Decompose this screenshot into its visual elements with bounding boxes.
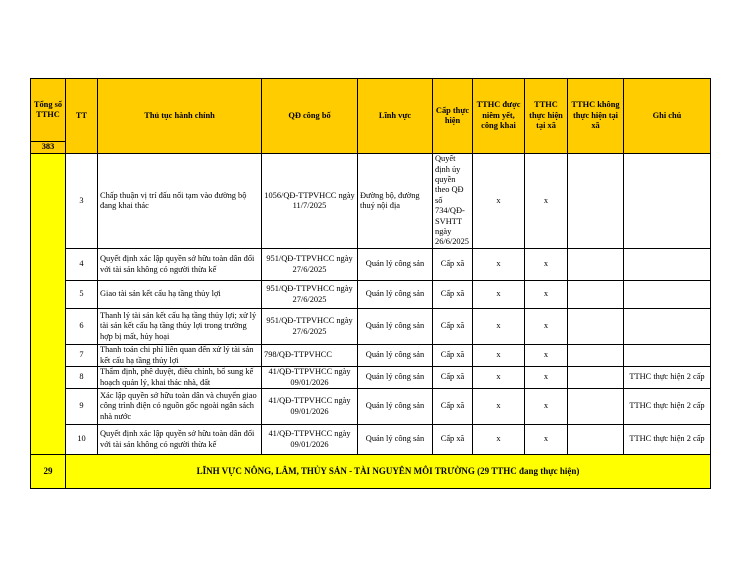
row-note (624, 281, 711, 309)
row-decision: 41/QĐ-TTPVHCC ngày 09/01/2026 (262, 367, 358, 389)
row-field: Quản lý công sản (358, 281, 433, 309)
row-done: x (525, 249, 568, 281)
row-done: x (525, 389, 568, 425)
row-not-done (568, 249, 624, 281)
row-level: Cấp xã (433, 249, 473, 281)
row-level: Quyết định ủy quyền theo QĐ số 734/QĐ-SVHTT ngày 26/6/2025 (433, 154, 473, 249)
row-level: Cấp xã (433, 367, 473, 389)
row-level: Cấp xã (433, 309, 473, 345)
row-decision: 951/QĐ-TTPVHCC ngày 27/6/2025 (262, 249, 358, 281)
row-level: Cấp xã (433, 281, 473, 309)
row-field: Quản lý công sản (358, 425, 433, 455)
row-posted: x (473, 425, 525, 455)
row-note (624, 345, 711, 367)
domain-section-row (31, 455, 711, 489)
row-tt: 10 (66, 425, 98, 455)
header-procedure: Thủ tục hành chính (98, 79, 262, 154)
row-done: x (525, 309, 568, 345)
row-note (624, 154, 711, 249)
row-tt: 6 (66, 309, 98, 345)
row-decision: 41/QĐ-TTPVHCC ngày 09/01/2026 (262, 425, 358, 455)
table-header-row (31, 79, 711, 142)
header-posted: TTHC được niêm yết, công khai (473, 79, 525, 154)
row-procedure: Quyết định xác lập quyền sở hữu toàn dân đối với tài sản không có người thừa kế (98, 249, 262, 281)
row-procedure: Thanh lý tài sản kết cấu hạ tầng thủy lợi; xử lý tài sản kết cấu hạ tầng thủy lợi trong trường hợp bị mất, hủy hoại (98, 309, 262, 345)
row-done: x (525, 425, 568, 455)
row-tt: 5 (66, 281, 98, 309)
header-done-at-commune: TTHC thực hiện tại xã (525, 79, 568, 154)
header-not-done-at-commune: TTHC không thực hiện tại xã (568, 79, 624, 154)
row-tt: 4 (66, 249, 98, 281)
row-tt: 3 (66, 154, 98, 249)
table-row (31, 154, 711, 249)
row-posted: x (473, 309, 525, 345)
table-row (31, 425, 711, 455)
row-field: Quản lý công sản (358, 249, 433, 281)
row-level: Cấp xã (433, 425, 473, 455)
procedures-table (30, 78, 711, 489)
row-note: TTHC thực hiện 2 cấp (624, 367, 711, 389)
row-procedure: Thanh toán chi phí liên quan đến xử lý tài sản kết cấu hạ tầng thủy lợi (98, 345, 262, 367)
header-tt: TT (66, 79, 98, 154)
row-procedure: Thẩm định, phê duyệt, điều chỉnh, bổ sung kế hoạch quản lý, khai thác nhà, đất (98, 367, 262, 389)
row-field: Quản lý công sản (358, 309, 433, 345)
row-procedure: Chấp thuận vị trí đấu nối tạm vào đường bộ đang khai thác (98, 154, 262, 249)
row-posted: x (473, 389, 525, 425)
row-not-done (568, 281, 624, 309)
row-note (624, 309, 711, 345)
row-decision: 798/QĐ-TTPVHCC (262, 345, 358, 367)
table-row (31, 389, 711, 425)
row-note (624, 249, 711, 281)
table-row (31, 249, 711, 281)
row-not-done (568, 389, 624, 425)
row-field: Đường bộ, đường thuỷ nội địa (358, 154, 433, 249)
row-posted: x (473, 281, 525, 309)
row-tt: 9 (66, 389, 98, 425)
header-total-value: 383 (31, 142, 66, 154)
row-posted: x (473, 345, 525, 367)
row-not-done (568, 309, 624, 345)
row-not-done (568, 367, 624, 389)
row-decision: 951/QĐ-TTPVHCC ngày 27/6/2025 (262, 281, 358, 309)
domain-count: 29 (31, 455, 66, 489)
row-decision: 951/QĐ-TTPVHCC ngày 27/6/2025 (262, 309, 358, 345)
row-tt: 8 (66, 367, 98, 389)
row-procedure: Quyết định xác lập quyền sở hữu toàn dân đối với tài sản không có người thừa kế (98, 425, 262, 455)
header-note: Ghi chú (624, 79, 711, 154)
row-posted: x (473, 367, 525, 389)
row-note: TTHC thực hiện 2 cấp (624, 389, 711, 425)
row-done: x (525, 281, 568, 309)
row-not-done (568, 345, 624, 367)
row-posted: x (473, 154, 525, 249)
row-done: x (525, 345, 568, 367)
domain-title: LĨNH VỰC NÔNG, LÂM, THỦY SẢN - TÀI NGUYÊN MÔI TRƯỜNG (29 TTHC đang thực hiện) (66, 455, 711, 489)
row-procedure: Xác lập quyền sở hữu toàn dân và chuyển giao công trình điện có nguồn gốc ngoài ngân sách nhà nước (98, 389, 262, 425)
row-decision: 41/QĐ-TTPVHCC ngày 09/01/2026 (262, 389, 358, 425)
header-decision: QĐ công bố (262, 79, 358, 154)
row-decision: 1056/QĐ-TTPVHCC ngày 11/7/2025 (262, 154, 358, 249)
header-total-label: Tổng số TTHC (31, 79, 66, 142)
row-done: x (525, 154, 568, 249)
table-row (31, 367, 711, 389)
row-done: x (525, 367, 568, 389)
total-column-cell (31, 154, 66, 455)
table-row (31, 345, 711, 367)
row-not-done (568, 154, 624, 249)
table-row (31, 309, 711, 345)
row-field: Quản lý công sản (358, 367, 433, 389)
row-note: TTHC thực hiện 2 cấp (624, 425, 711, 455)
table-row (31, 281, 711, 309)
row-procedure: Giao tài sản kết cấu hạ tầng thủy lợi (98, 281, 262, 309)
header-field: Lĩnh vực (358, 79, 433, 154)
row-field: Quản lý công sản (358, 389, 433, 425)
row-level: Cấp xã (433, 389, 473, 425)
row-level: Cấp xã (433, 345, 473, 367)
row-posted: x (473, 249, 525, 281)
header-level: Cấp thực hiện (433, 79, 473, 154)
row-not-done (568, 425, 624, 455)
row-field: Quản lý công sản (358, 345, 433, 367)
row-tt: 7 (66, 345, 98, 367)
